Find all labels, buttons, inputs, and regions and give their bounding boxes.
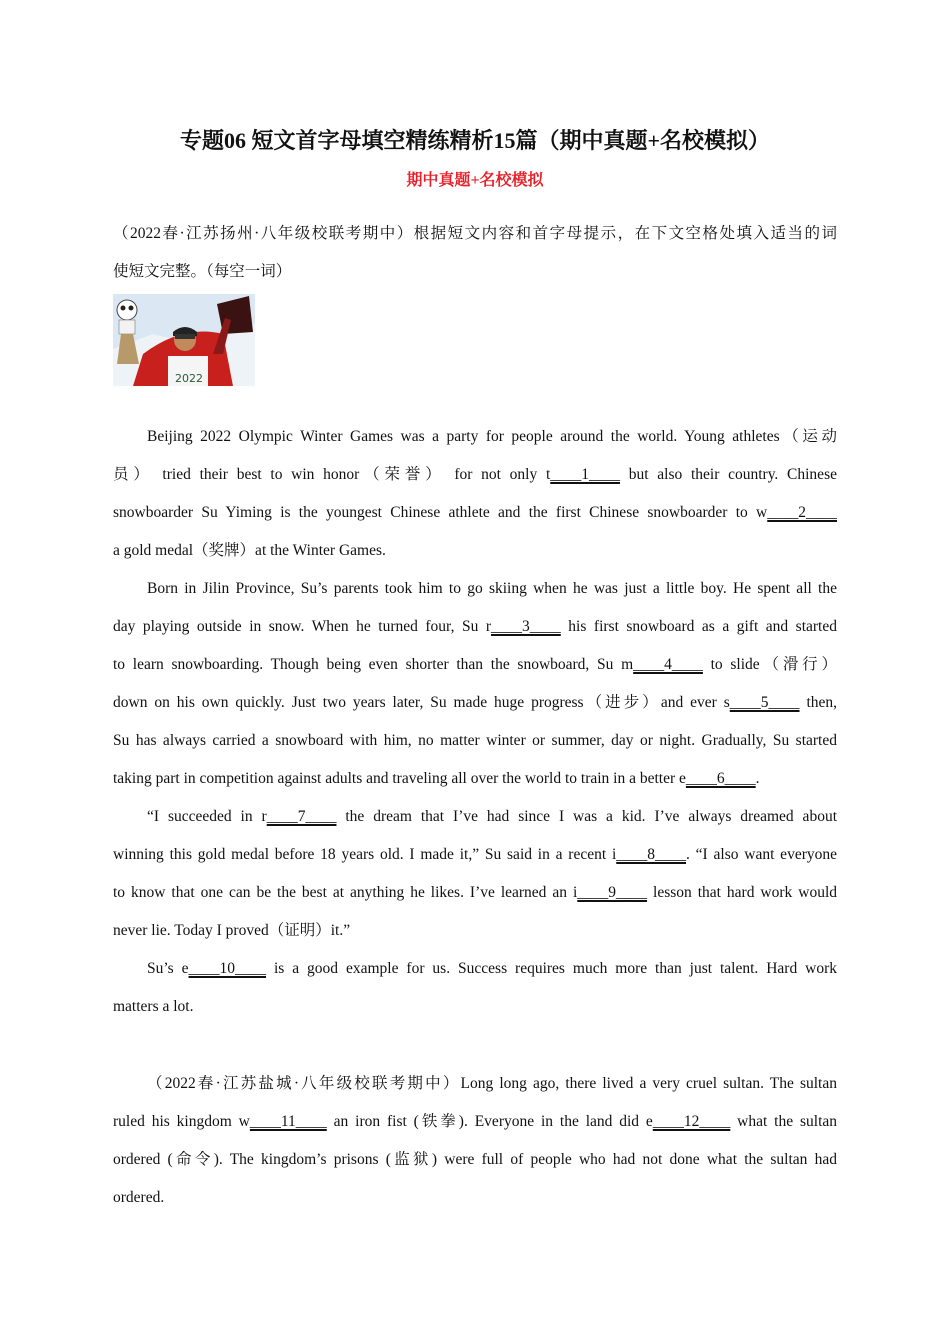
instruction-line: 使短文完整。（每空一词） xyxy=(113,263,292,280)
passage2-body xyxy=(113,1070,837,1222)
blank-9[interactable]: ____9____ xyxy=(577,884,648,901)
text-line: never lie. Today I proved（证明）it.” xyxy=(113,922,351,939)
instruction-line: （2022春·江苏扬州·八年级校联考期中）根据短文内容和首字母提示，在下文空格处填入适当的词 xyxy=(113,225,837,242)
text-line: ruled his kingdom w____11____ an iron fist (铁拳). Everyone in the land did e____12____ what the sultan xyxy=(113,1113,837,1130)
text-line: matters a lot. xyxy=(113,998,194,1015)
text-line: a gold medal（奖牌）at the Winter Games. xyxy=(113,542,386,559)
snowboarder-illustration xyxy=(113,294,255,386)
blank-8[interactable]: ____8____ xyxy=(616,846,687,863)
passage1-body xyxy=(113,423,837,1031)
text-line: taking part in competition against adults and traveling all over the world to train in a better e____6____. xyxy=(113,770,760,787)
blank-10[interactable]: ____10____ xyxy=(188,960,267,977)
text-line: 员） tried their best to win honor（荣誉） for not only t____1____ but also their country. Chinese xyxy=(113,466,837,483)
text-line: to learn snowboarding. Though being even shorter than the snowboard, Su m____4____ to slide（滑行） xyxy=(113,656,837,673)
text-line: winning this gold medal before 18 years old. I made it,” Su said in a recent i____8____. “I also want everyone xyxy=(113,846,837,863)
blank-11[interactable]: ____11____ xyxy=(249,1113,327,1130)
text-line: ordered. xyxy=(113,1189,165,1206)
text-line: Su’s e____10____ is a good example for us. Success requires much more than just talent. Hard work xyxy=(147,960,837,977)
page-title: 专题06 短文首字母填空精练精析15篇（期中真题+名校模拟） xyxy=(179,128,771,153)
text-line: “I succeeded in r____7____ the dream that I’ve had since I was a kid. I’ve always dreamed about xyxy=(147,808,837,825)
text-line: （2022春·江苏盐城·八年级校联考期中）Long long ago, there lived a very cruel sultan. The sultan xyxy=(147,1075,837,1092)
blank-12[interactable]: ____12____ xyxy=(652,1113,731,1130)
page-subtitle: 期中真题+名校模拟 xyxy=(406,172,544,189)
text-line: Beijing 2022 Olympic Winter Games was a party for people around the world. Young athletes（运动 xyxy=(147,428,837,445)
snowboarder-photo xyxy=(113,294,255,386)
text-line: Su has always carried a snowboard with him, no matter winter or summer, day or night. Gradually, Su started xyxy=(113,732,837,749)
blank-7[interactable]: ____7____ xyxy=(266,808,337,825)
blank-6[interactable]: ____6____ xyxy=(685,770,756,787)
mascot-icon xyxy=(117,300,137,334)
blank-4[interactable]: ____4____ xyxy=(633,656,703,673)
passage1-instruction xyxy=(113,220,837,296)
text-line: down on his own quickly. Just two years later, Su made huge progress（进步）and ever s____5____ then, xyxy=(113,694,837,711)
text-line: Born in Jilin Province, Su’s parents took him to go skiing when he was just a little boy. He spent all the xyxy=(147,580,837,597)
blank-3[interactable]: ____3____ xyxy=(491,618,561,635)
blank-2[interactable]: ____2____ xyxy=(767,504,837,521)
text-line: to know that one can be the best at anything he likes. I’ve learned an i____9____ lesson that hard work would xyxy=(113,884,837,901)
text-line: ordered (命令). The kingdom’s prisons (监狱) were full of people who had not done what the sultan had xyxy=(113,1151,837,1168)
blank-1[interactable]: ____1____ xyxy=(550,466,620,483)
blank-5[interactable]: ____5____ xyxy=(729,694,800,711)
text-line: day playing outside in snow. When he turned four, Su r____3____ his first snowboard as a gift and started xyxy=(113,618,837,635)
text-line: snowboarder Su Yiming is the youngest Chinese athlete and the first Chinese snowboarder to w____2____ xyxy=(113,504,837,521)
svg-text:2022: 2022 xyxy=(175,372,203,385)
